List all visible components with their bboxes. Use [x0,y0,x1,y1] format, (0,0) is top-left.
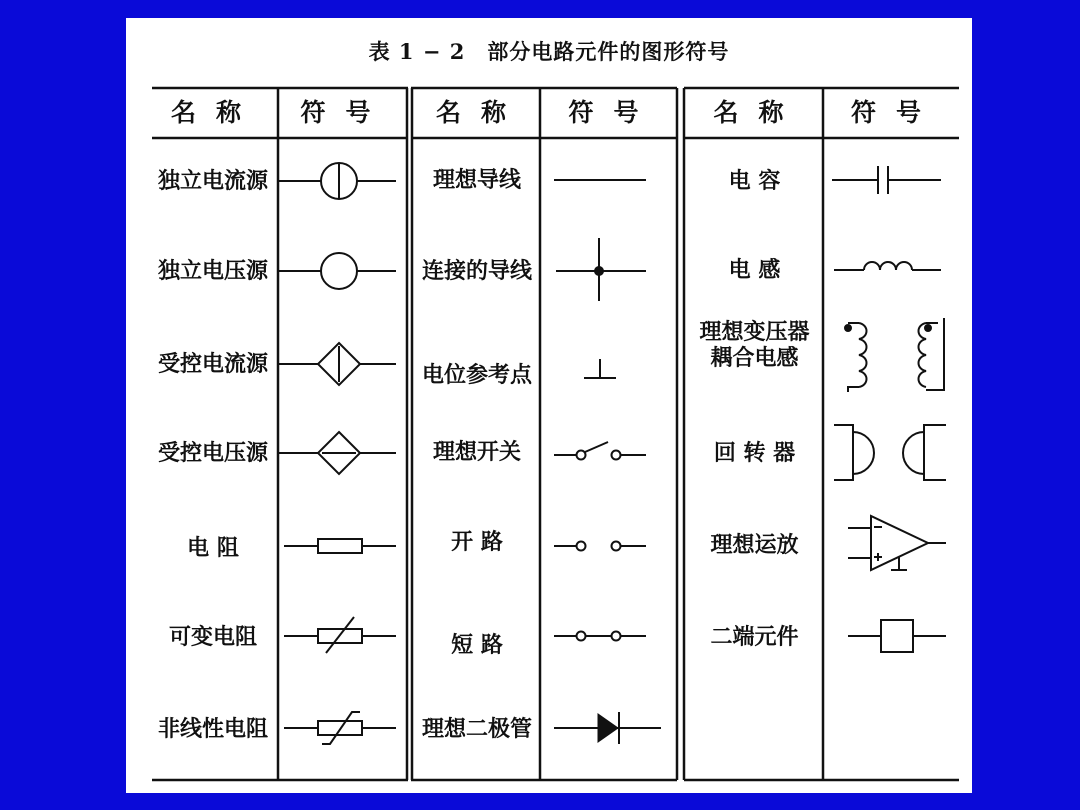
variable-resistor-symbol [284,617,396,653]
header-name-col3: 名称 [713,98,804,127]
header-name-col1: 名称 [170,98,261,127]
label-controlled-current-source: 受控电流源 [157,351,268,377]
label-inductor: 电 感 [728,257,781,283]
label-open-circuit: 开 路 [451,529,503,555]
label-nonlinear-resistor: 非线性电阻 [157,716,268,742]
table-title: 表 1 − 2 部分电路元件的图形符号 [368,39,730,64]
label-ideal-wire: 理想导线 [432,167,521,193]
symbol-table-page [126,18,972,793]
label-ground-reference: 电位参考点 [421,362,532,388]
ground-reference-symbol [584,359,616,378]
independent-current-source-symbol [278,163,396,199]
header-symbol-col3: 符号 [850,98,941,127]
two-terminal-element-symbol [848,620,946,652]
label-two-terminal-element: 二端元件 [710,624,799,650]
label-controlled-voltage-source: 受控电压源 [157,440,268,466]
nonlinear-resistor-symbol [284,712,396,744]
header-symbol-col2: 符号 [568,98,659,127]
table-grid [126,18,972,793]
op-amp-symbol [848,516,946,570]
independent-voltage-source-symbol [278,253,396,289]
label-op-amp: 理想运放 [710,532,799,558]
label-coupled-inductors: 耦合电感 [710,345,799,371]
controlled-current-source-symbol [278,343,396,385]
label-ideal-switch: 理想开关 [432,439,521,465]
transformer-symbol [845,318,945,392]
header-symbol-col1: 符号 [300,98,391,127]
label-ideal-diode: 理想二极管 [421,716,532,742]
label-independent-current-source: 独立电流源 [157,168,268,194]
label-independent-voltage-source: 独立电压源 [157,258,268,284]
capacitor-symbol [832,166,941,194]
gyrator-symbol [834,425,946,480]
label-gyrator: 回 转 器 [713,440,796,466]
short-circuit-symbol [554,632,646,641]
ideal-switch-symbol [554,442,646,460]
label-connected-wires: 连接的导线 [421,258,532,284]
inductor-symbol [834,262,941,270]
controlled-voltage-source-symbol [278,432,396,474]
label-resistor: 电 阻 [187,535,239,561]
ideal-diode-symbol [554,712,661,744]
label-capacitor: 电 容 [728,168,781,194]
header-name-col2: 名称 [435,98,526,127]
connected-wires-symbol [556,238,646,301]
label-ideal-transformer: 理想变压器 [699,319,810,345]
label-short-circuit: 短 路 [451,632,503,658]
open-circuit-symbol [554,542,646,551]
label-variable-resistor: 可变电阻 [168,624,257,650]
resistor-symbol [284,539,396,553]
